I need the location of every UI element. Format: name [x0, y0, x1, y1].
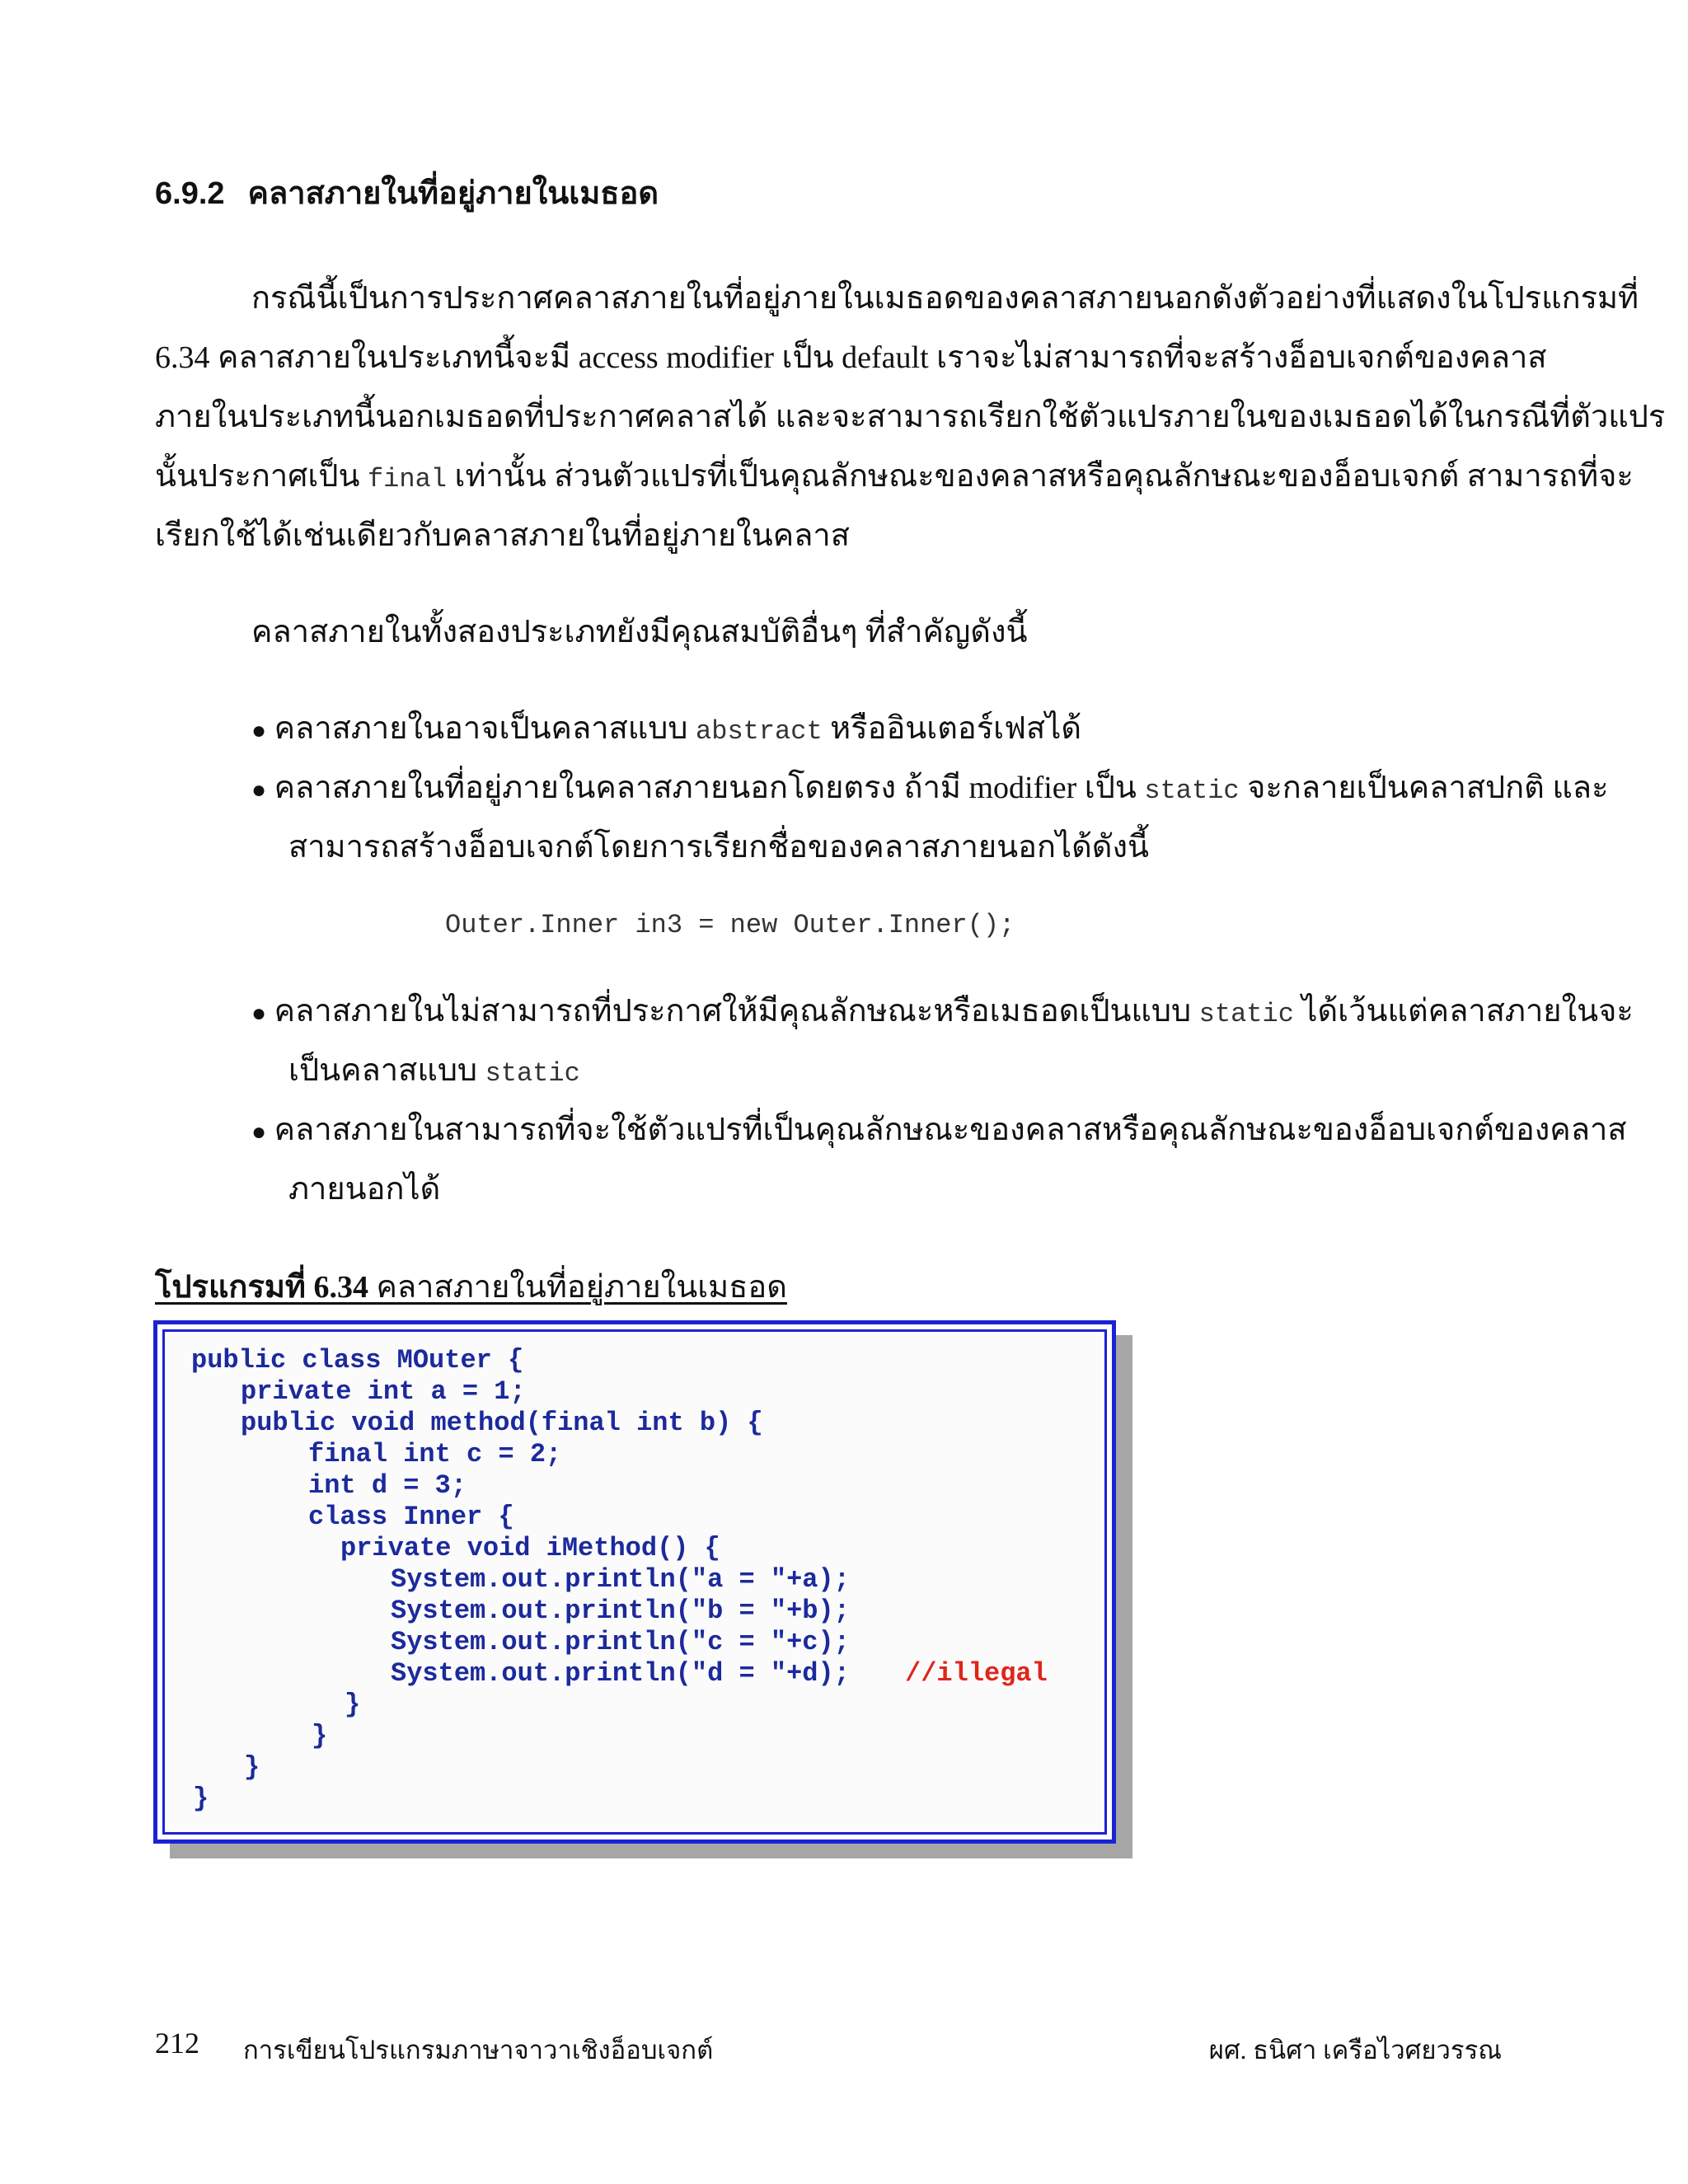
code-line: System.out.println("a = "+a);: [391, 1564, 850, 1595]
code-line: public class MOuter {: [191, 1345, 524, 1376]
keyword-abstract: abstract: [696, 716, 823, 747]
code-listing: [153, 1320, 1116, 1844]
para1-line5: เรียกใช้ได้เช่นเดียวกับคลาสภายในที่อยู่ภายในคลาส: [155, 518, 850, 553]
bullet-icon: ●: [251, 717, 267, 744]
footer-author: ผศ. ธนิศา เครือไวศยวรรณ: [1208, 2036, 1502, 2064]
code-line: System.out.println("c = "+c);: [391, 1627, 850, 1657]
code-line: }: [312, 1721, 328, 1751]
code-line: public void method(final int b) {: [241, 1408, 763, 1438]
code-line: System.out.println("b = "+b);: [391, 1596, 850, 1626]
para2: คลาสภายในทั้งสองประเภทยังมีคุณสมบัติอื่นๆ ที่สำคัญดังนี้: [251, 615, 1028, 649]
bullet-item-2-line2: สามารถสร้างอ็อบเจกต์โดยการเรียกชื่อของคลาสภายนอกได้ดังนี้: [288, 830, 1149, 865]
program-caption: [155, 1261, 787, 1311]
footer-book-title: การเขียนโปรแกรมภาษาจาวาเชิงอ็อบเจกต์: [243, 2036, 714, 2064]
caption-label: โปรแกรมที่ 6.34: [155, 1270, 368, 1305]
section-title: คลาสภายในที่อยู่ภายในเมธอด: [247, 176, 659, 211]
section-heading: [155, 167, 659, 218]
code-line: }: [244, 1752, 260, 1783]
code-line: int d = 3;: [308, 1470, 467, 1501]
code-line: System.out.println("d = "+d);: [391, 1658, 850, 1689]
para1-line1: กรณีนี้เป็นการประกาศคลาสภายในที่อยู่ภายในเมธอดของคลาสภายนอกดังตัวอย่างที่แสดงในโปรแกรมที่: [251, 281, 1639, 316]
bullet-icon: ●: [251, 776, 267, 804]
code-line: private void iMethod() {: [340, 1533, 720, 1563]
bullet-item-3-line2: เป็นคลาสแบบ static: [288, 1053, 580, 1089]
code-line: }: [193, 1783, 209, 1814]
section-number: 6.9.2: [155, 176, 225, 211]
page-number: 212: [155, 2027, 199, 2060]
para1-line4-text: นั้นประกาศเป็น: [155, 459, 360, 494]
bullet-item-1: ● คลาสภายในอาจเป็นคลาสแบบ abstract หรืออินเตอร์เฟสได้: [251, 711, 1082, 747]
bullet-icon: ●: [251, 1000, 267, 1027]
keyword-static: static: [1198, 999, 1294, 1029]
bullet-item-4-line2: ภายนอกได้: [288, 1172, 441, 1207]
bullet-icon: ●: [251, 1118, 267, 1146]
code-comment-illegal: //illegal: [905, 1658, 1048, 1689]
keyword-static: static: [1144, 776, 1240, 806]
bullet-item-4: ● คลาสภายในสามารถที่จะใช้ตัวแปรที่เป็นคุณลักษณะของคลาสหรือคุณลักษณะของอ็อบเจกต์ของคลาส: [251, 1113, 1627, 1147]
para1-line2: 6.34 คลาสภายในประเภทนี้จะมี access modifier เป็น default เราจะไม่สามารถที่จะสร้างอ็อบเจกต์ของคลาส: [155, 340, 1547, 375]
para1-line4: [155, 450, 1634, 500]
keyword-final: final: [367, 464, 447, 494]
caption-title: คลาสภายในที่อยู่ภายในเมธอด: [376, 1270, 787, 1305]
para1-line3: ภายในประเภทนี้นอกเมธอดที่ประกาศคลาสได้ และจะสามารถเรียกใช้ตัวแปรภายในของเมธอดได้ในกรณีที่ตัวแปร: [155, 400, 1666, 434]
bullet-item-3: ● คลาสภายในไม่สามารถที่ประกาศให้มีคุณลักษณะหรือเมธอดเป็นแบบ static ได้เว้นแต่คลาสภายในจะ: [251, 994, 1634, 1029]
bullet-item-2: ● คลาสภายในที่อยู่ภายในคลาสภายนอกโดยตรง ถ้ามี modifier เป็น static จะกลายเป็นคลาสปกติ และ: [251, 771, 1609, 806]
code-line: final int c = 2;: [308, 1439, 562, 1469]
code-line: class Inner {: [308, 1502, 514, 1532]
code-listing-inner: [162, 1329, 1107, 1835]
keyword-static: static: [485, 1058, 580, 1089]
para1-line4-text-end: เท่านั้น ส่วนตัวแปรที่เป็นคุณลักษณะของคลาสหรือคุณลักษณะของอ็อบเจกต์ สามารถที่จะ: [454, 459, 1634, 494]
code-sample-inline: Outer.Inner in3 = new Outer.Inner();: [445, 910, 1015, 940]
code-line: private int a = 1;: [241, 1376, 526, 1407]
code-line: }: [345, 1690, 361, 1720]
